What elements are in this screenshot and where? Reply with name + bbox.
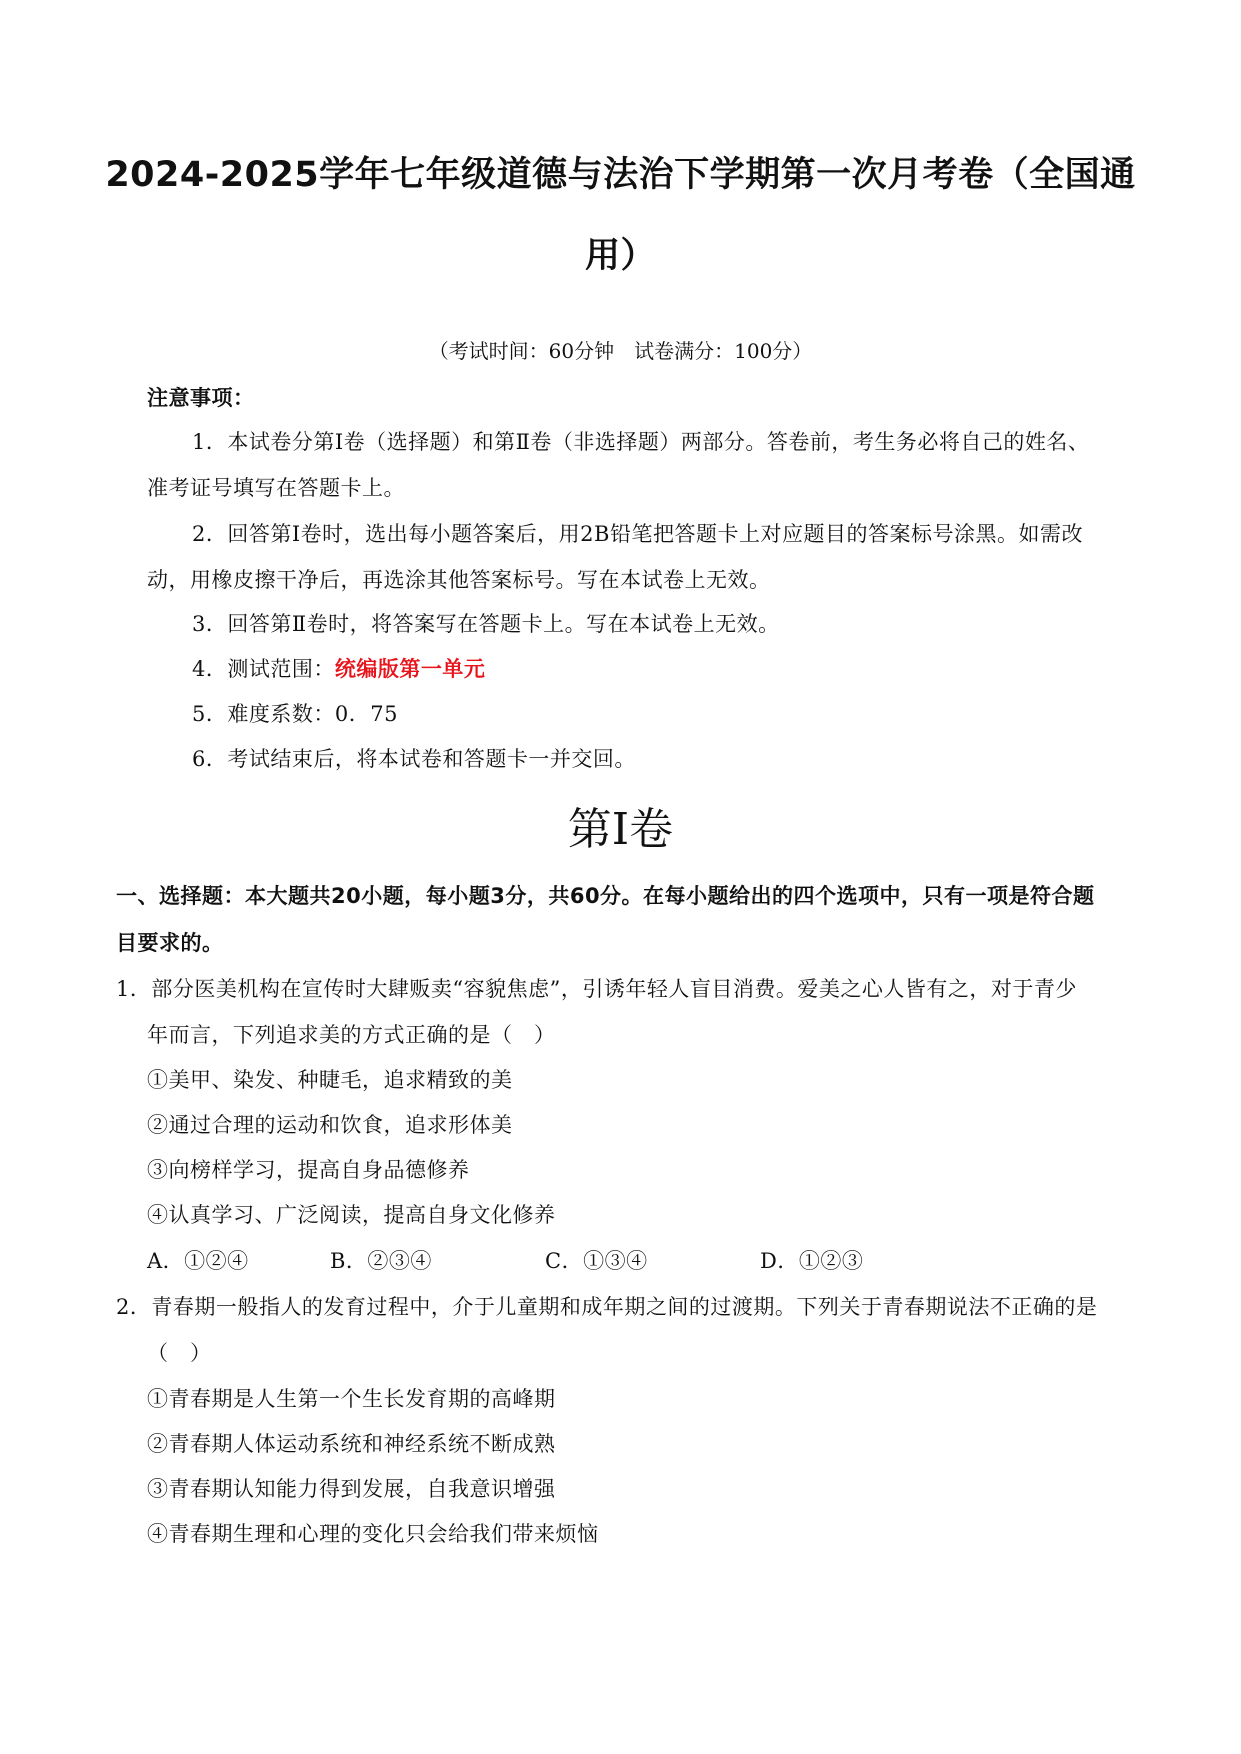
question-1-stem-line1: 1．部分医美机构在宣传时大肆贩卖“容貌焦虑”，引诱年轻人盲目消费。爱美之心人皆有之，对于青少 xyxy=(116,977,1077,1001)
section-instruction-line2: 目要求的。 xyxy=(116,931,224,955)
notice-item-2-line2: 动，用橡皮擦干净后，再选涂其他答案标号。写在本试卷上无效。 xyxy=(147,568,771,592)
question-2-statement-2: ②青春期人体运动系统和神经系统不断成熟 xyxy=(147,1432,556,1456)
notice-item-5: 5．难度系数：0．75 xyxy=(192,702,398,726)
question-1-statement-3: ③向榜样学习，提高自身品德修养 xyxy=(147,1158,470,1182)
question-1-statement-1: ①美甲、染发、种睫毛，追求精致的美 xyxy=(147,1068,513,1092)
notice-item-4 xyxy=(192,653,485,683)
test-scope-highlight: 统编版第一单元 xyxy=(334,657,486,681)
question-2-stem-line2: （ ） xyxy=(147,1341,212,1365)
notice-item-3: 3．回答第Ⅱ卷时，将答案写在答题卡上。写在本试卷上无效。 xyxy=(192,612,780,636)
notice-heading: 注意事项： xyxy=(147,386,255,410)
question-1-option-c: C．①③④ xyxy=(545,1249,648,1273)
question-1-statement-4: ④认真学习、广泛阅读，提高自身文化修养 xyxy=(147,1203,556,1227)
question-2-stem-line1: 2．青春期一般指人的发育过程中，介于儿童期和成年期之间的过渡期。下列关于青春期说法不正确的是 xyxy=(116,1295,1098,1319)
exam-title-line1: 2024-2025学年七年级道德与法治下学期第一次月考卷（全国通 xyxy=(105,155,1136,195)
question-2-statement-1: ①青春期是人生第一个生长发育期的高峰期 xyxy=(147,1387,556,1411)
question-1-stem-line2: 年而言，下列追求美的方式正确的是（ ） xyxy=(147,1023,556,1047)
exam-title-line2: 用） xyxy=(584,236,656,276)
question-1-option-a: A．①②④ xyxy=(147,1249,249,1273)
notice-item-1-line2: 准考证号填写在答题卡上。 xyxy=(147,476,405,500)
section-instruction-line1: 一、选择题：本大题共20小题，每小题3分，共60分。在每小题给出的四个选项中，只有一项是符合题 xyxy=(116,884,1095,908)
question-1-statement-2: ②通过合理的运动和饮食，追求形体美 xyxy=(147,1113,513,1137)
exam-info: （考试时间：60分钟 试卷满分：100分） xyxy=(428,339,813,363)
volume-title: 第Ⅰ卷 xyxy=(567,804,674,855)
notice-item-1-line1: 1．本试卷分第Ⅰ卷（选择题）和第Ⅱ卷（非选择题）两部分。答卷前，考生务必将自己的姓名、 xyxy=(192,430,1090,454)
question-1-option-b: B．②③④ xyxy=(330,1249,432,1273)
notice-item-4-prefix: 4．测试范围： xyxy=(192,657,335,681)
question-2-statement-3: ③青春期认知能力得到发展，自我意识增强 xyxy=(147,1477,556,1501)
notice-item-6: 6．考试结束后，将本试卷和答题卡一并交回。 xyxy=(192,747,636,771)
question-1-option-d: D．①②③ xyxy=(760,1249,864,1273)
notice-item-2-line1: 2．回答第Ⅰ卷时，选出每小题答案后，用2B铅笔把答题卡上对应题目的答案标号涂黑。如需改 xyxy=(192,522,1083,546)
question-2-statement-4: ④青春期生理和心理的变化只会给我们带来烦恼 xyxy=(147,1522,599,1546)
